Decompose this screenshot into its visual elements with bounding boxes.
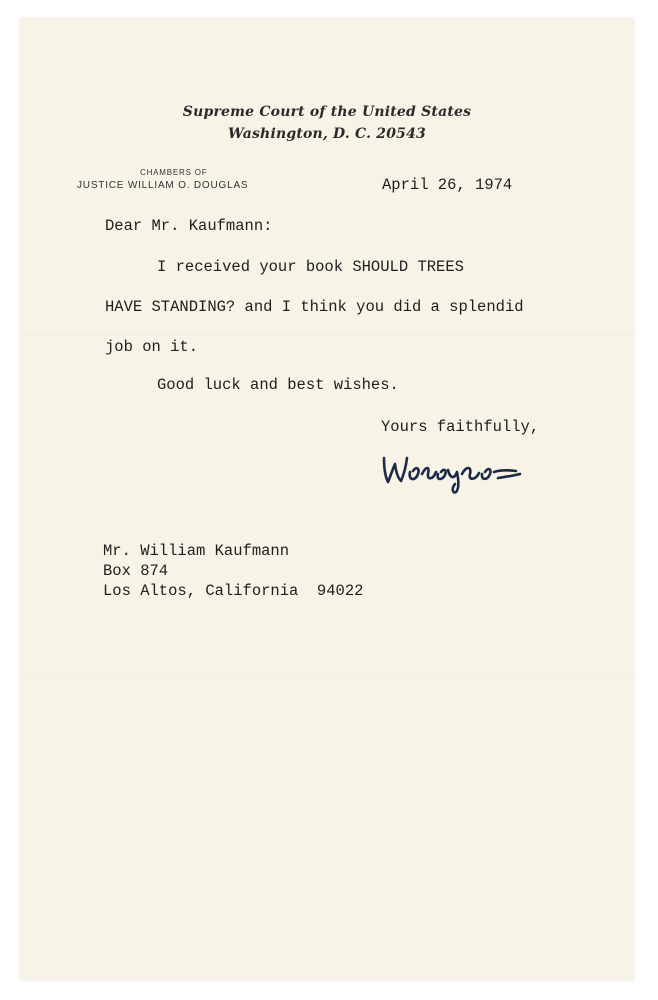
- letterhead-city: Washington, D. C. 20543: [228, 126, 426, 142]
- address-line-1: Box 874: [103, 562, 169, 580]
- address-name: Mr. William Kaufmann: [103, 542, 290, 560]
- body-paragraph-1-line-1: I received your book SHOULD TREES: [157, 258, 464, 276]
- body-paragraph-1-line-3: job on it.: [105, 338, 199, 356]
- signature-icon: [378, 444, 538, 494]
- body-paragraph-2: Good luck and best wishes.: [157, 376, 399, 394]
- closing: Yours faithfully,: [381, 418, 540, 436]
- letter-paper: [20, 18, 634, 980]
- fold-crease-bottom: [20, 678, 634, 680]
- body-paragraph-1-line-2: HAVE STANDING? and I think you did a splendid: [105, 298, 524, 316]
- fold-crease-top: [20, 335, 634, 337]
- chambers-justice-name: JUSTICE WILLIAM O. DOUGLAS: [77, 180, 249, 191]
- letterhead-court-name: Supreme Court of the United States: [182, 104, 472, 120]
- salutation: Dear Mr. Kaufmann:: [105, 217, 273, 235]
- chambers-label: CHAMBERS OF: [140, 168, 208, 177]
- address-line-2: Los Altos, California 94022: [103, 582, 364, 600]
- letter-date: April 26, 1974: [382, 176, 513, 194]
